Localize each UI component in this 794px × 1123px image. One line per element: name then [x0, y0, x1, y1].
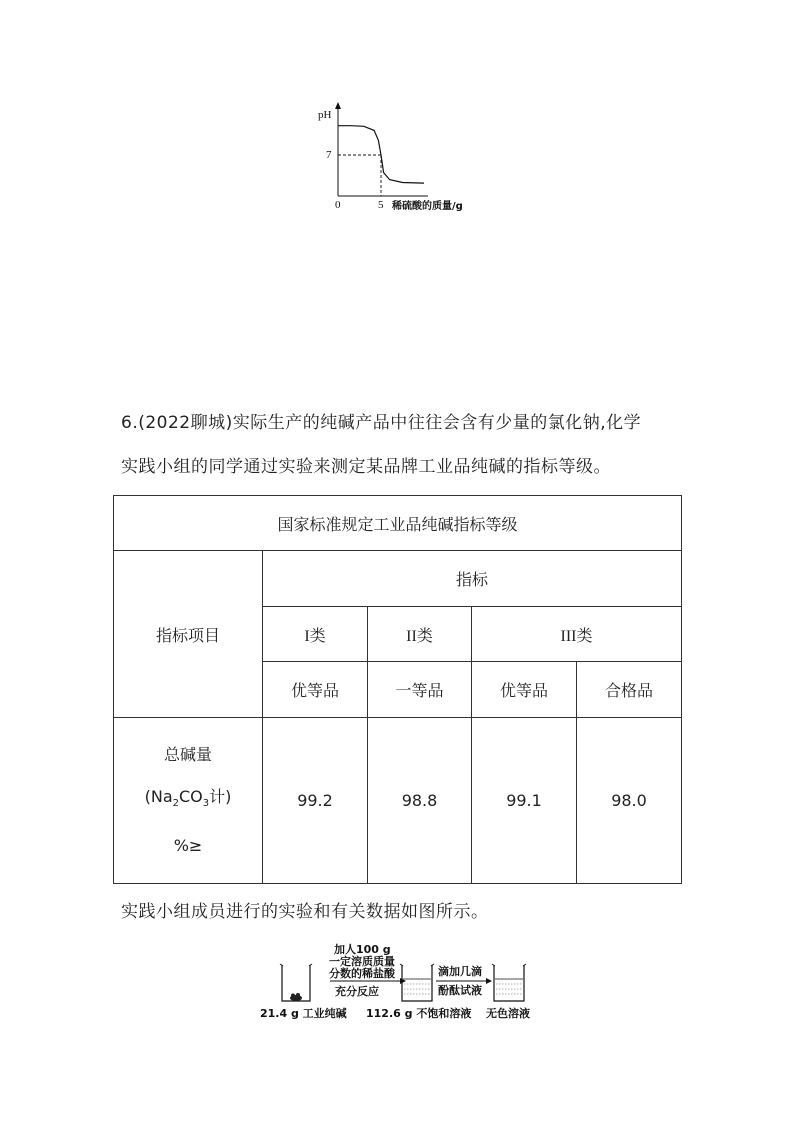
class-iii: III类: [472, 607, 682, 662]
total-alkali-line3: %≥: [173, 836, 203, 856]
beaker-2-icon: [400, 964, 434, 1001]
item-header: 指标项目: [114, 551, 263, 718]
experiment-diagram: [258, 937, 548, 1023]
standards-table: [113, 495, 682, 884]
grade-cell: 优等品: [472, 662, 577, 718]
total-alkali-line2: ($Na_2CO_3$计): [144, 786, 232, 810]
x-tick-0: 0: [335, 199, 341, 211]
value-cell: 99.2: [263, 718, 368, 884]
index-header: 指标: [263, 551, 682, 607]
x-tick-5: 5: [378, 199, 384, 211]
ph-curve: [338, 126, 424, 183]
value-cell: 98.0: [577, 718, 682, 884]
table-title: 国家标准规定工业品纯碱指标等级: [114, 496, 682, 551]
class-i: I类: [263, 607, 368, 662]
beaker-3-icon: [492, 964, 526, 1001]
step1-line1: 加人100 g: [334, 943, 391, 956]
question-line-1: 6.(2022聊城)实际生产的纯碱产品中往往会含有少量的氯化钠,化学: [121, 413, 642, 433]
after-table-text: 实践小组成员进行的实验和有关数据如图所示。: [121, 902, 489, 922]
label-3: 无色溶液: [486, 1007, 530, 1020]
question-line-2: 实践小组的同学通过实验来测定某品牌工业品纯碱的指标等级。: [121, 457, 611, 477]
grade-cell: 合格品: [577, 662, 682, 718]
grade-cell: 一等品: [368, 662, 472, 718]
value-cell: 98.8: [368, 718, 472, 884]
y-axis-arrow: [335, 102, 341, 109]
step1-line2: 一定溶质质量: [329, 955, 395, 968]
class-ii: II类: [368, 607, 472, 662]
ph-chart: [310, 100, 500, 220]
step1-below: 充分反应: [335, 985, 379, 998]
total-alkali-label: [114, 718, 263, 884]
label-2: 112.6 g 不饱和溶液: [366, 1007, 472, 1020]
y-tick-7: 7: [326, 149, 332, 161]
step1-line3: 分数的稀盐酸: [329, 967, 395, 980]
x-axis-label: 稀硫酸的质量/g: [392, 201, 463, 212]
grade-cell: 优等品: [263, 662, 368, 718]
value-cell: 99.1: [472, 718, 577, 884]
beaker-1-icon: [280, 964, 312, 1001]
step2-line2: 酚酞试液: [438, 984, 482, 997]
step2-line1: 滴加几滴: [438, 965, 482, 978]
label-1: 21.4 g 工业纯碱: [260, 1007, 347, 1020]
y-axis-label: pH: [318, 109, 332, 121]
total-alkali-line1: 总碱量: [163, 744, 212, 764]
